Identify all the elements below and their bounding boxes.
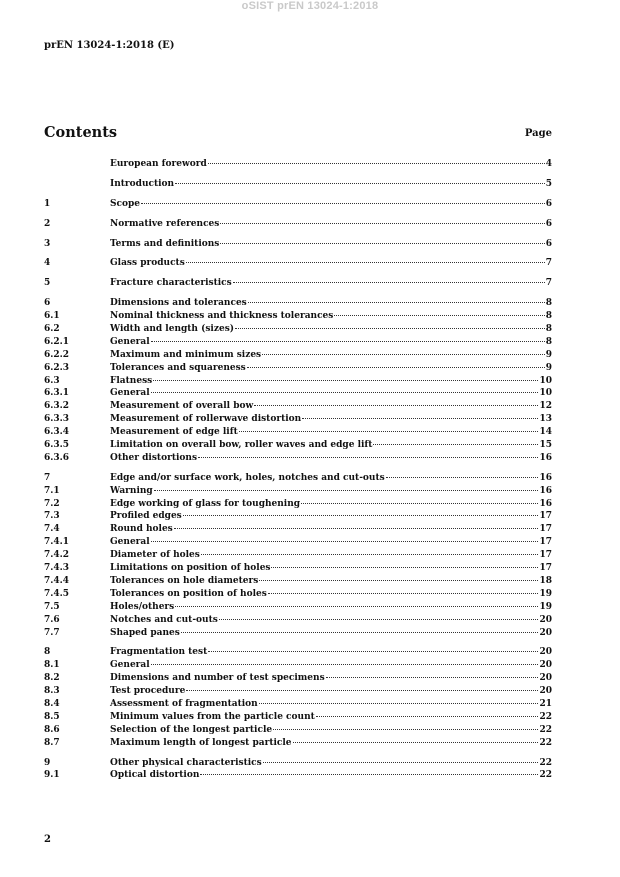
dot-leader — [373, 444, 538, 445]
toc-entry-number: 6.3.2 — [44, 401, 70, 412]
dot-leader — [293, 742, 539, 743]
toc-entry-page: 17 — [539, 511, 552, 522]
toc-entry-title: Tolerances and squareness — [110, 362, 246, 373]
toc-entry-number: 9 — [44, 757, 51, 768]
toc-entry-number: 2 — [44, 218, 51, 229]
toc-entry-title: Minimum values from the particle count — [110, 711, 315, 722]
toc-entry[interactable] — [44, 485, 552, 498]
toc-entry-page: 10 — [539, 388, 552, 399]
toc-entry-page: 4 — [545, 159, 552, 169]
toc-entry-page: 5 — [545, 178, 552, 189]
dot-leader — [301, 503, 538, 504]
toc-entry-page: 16 — [539, 452, 552, 463]
toc-entry-number: 6.3.5 — [44, 440, 70, 451]
toc-entry-page: 6 — [545, 238, 552, 249]
toc-entry-page: 20 — [539, 686, 552, 697]
toc-entry-page: 20 — [539, 614, 552, 625]
toc-entry-title: Warning — [110, 485, 153, 496]
toc-entry-title: Measurement of edge lift — [110, 427, 238, 438]
toc-entry-title: Tolerances on position of holes — [110, 588, 267, 599]
toc-entry[interactable] — [44, 646, 552, 659]
dot-leader — [208, 651, 538, 652]
toc-entry-page: 22 — [539, 711, 552, 722]
toc-entry-number: 7.5 — [44, 601, 60, 612]
toc-entry-number: 5 — [44, 278, 51, 289]
toc-entry[interactable] — [44, 472, 552, 485]
toc-entry-page: 21 — [539, 698, 552, 709]
toc-entry-title: European foreword — [110, 159, 207, 169]
toc-entry-title: General — [110, 660, 150, 671]
dot-leader — [263, 762, 539, 763]
dot-leader — [259, 580, 538, 581]
toc-entry[interactable] — [44, 724, 552, 737]
toc-entry-number: 4 — [44, 258, 51, 269]
toc-entry-title: Tolerances on hole diameters — [110, 575, 259, 586]
toc-entry[interactable] — [44, 238, 552, 251]
toc-entry[interactable] — [44, 310, 552, 323]
toc-entry[interactable] — [44, 549, 552, 562]
toc-entry-title: Maximum and minimum sizes — [110, 349, 262, 360]
toc-entry-number: 7.4.3 — [44, 563, 70, 574]
toc-entry-page: 12 — [539, 401, 552, 412]
dot-leader — [183, 515, 539, 516]
dot-leader — [141, 203, 545, 204]
dot-leader — [220, 243, 544, 244]
toc-entry-number: 7.4.2 — [44, 550, 70, 561]
toc-entry-number: 7.6 — [44, 614, 60, 625]
toc-entry-title: Maximum length of longest particle — [110, 737, 292, 748]
dot-leader — [233, 282, 545, 283]
toc-entry[interactable] — [44, 297, 552, 310]
toc-entry-title: Test procedure — [110, 686, 186, 697]
toc-entry-title: Diameter of holes — [110, 550, 200, 561]
toc-entry[interactable] — [44, 523, 552, 536]
toc-entry-page: 20 — [539, 647, 552, 658]
toc-entry[interactable] — [44, 685, 552, 698]
toc-entry-number: 6.2.2 — [44, 349, 70, 360]
toc-entry[interactable] — [44, 711, 552, 724]
toc-entry[interactable] — [44, 659, 552, 672]
toc-entry-page: 17 — [539, 524, 552, 535]
toc-entry[interactable] — [44, 178, 552, 191]
toc-entry-number: 8.2 — [44, 673, 60, 684]
toc-entry-number: 7.4 — [44, 524, 60, 535]
toc-entry-number: 6.2.1 — [44, 336, 70, 347]
toc-entry-page: 16 — [539, 485, 552, 496]
toc-entry-page: 8 — [545, 336, 552, 347]
toc-entry[interactable] — [44, 375, 552, 388]
toc-entry[interactable] — [44, 672, 552, 685]
toc-entry-title: Other physical characteristics — [110, 757, 262, 768]
table-of-contents — [44, 158, 552, 782]
toc-entry[interactable] — [44, 757, 552, 770]
toc-entry[interactable] — [44, 498, 552, 511]
toc-entry[interactable] — [44, 400, 552, 413]
toc-entry-page: 17 — [539, 550, 552, 561]
toc-entry[interactable] — [44, 362, 552, 375]
toc-entry-number: 7.1 — [44, 485, 60, 496]
toc-entry-page: 22 — [539, 757, 552, 768]
toc-entry-page: 17 — [539, 537, 552, 548]
toc-entry-number: 7.7 — [44, 627, 60, 638]
dot-leader — [201, 554, 539, 555]
toc-entry[interactable] — [44, 614, 552, 627]
toc-entry-number: 7 — [44, 472, 51, 483]
toc-entry-number: 8.4 — [44, 698, 60, 709]
toc-entry-number: 6.3.6 — [44, 452, 70, 463]
toc-entry-number: 8.7 — [44, 737, 60, 748]
toc-entry-number: 6.3.1 — [44, 388, 70, 399]
dot-leader — [200, 774, 538, 775]
toc-entry-title: Assessment of fragmentation — [110, 698, 258, 709]
dot-leader — [174, 528, 539, 529]
toc-entry[interactable] — [44, 536, 552, 549]
toc-entry-title: Selection of the longest particle — [110, 724, 273, 735]
toc-entry-number: 1 — [44, 198, 51, 209]
dot-leader — [334, 315, 544, 316]
toc-entry-number: 8.6 — [44, 724, 60, 735]
dot-leader — [386, 477, 539, 478]
toc-entry-number: 6.2 — [44, 324, 60, 335]
dot-leader — [316, 716, 539, 717]
toc-entry-title: Limitation on overall bow, roller waves and edge lift — [110, 440, 373, 451]
toc-entry[interactable] — [44, 452, 552, 465]
toc-entry[interactable] — [44, 426, 552, 439]
toc-entry-title: Measurement of overall bow — [110, 401, 254, 412]
toc-entry-page: 15 — [539, 440, 552, 451]
toc-entry[interactable] — [44, 336, 552, 349]
dot-leader — [151, 541, 539, 542]
toc-entry-title: Measurement of rollerwave distortion — [110, 414, 302, 425]
toc-entry-page: 8 — [545, 311, 552, 322]
toc-entry-number: 7.4.1 — [44, 537, 70, 548]
toc-entry-page: 14 — [539, 427, 552, 438]
dot-leader — [273, 729, 538, 730]
toc-entry[interactable] — [44, 323, 552, 336]
toc-entry-number: 7.4.4 — [44, 575, 70, 586]
dot-leader — [208, 163, 545, 164]
toc-entry-title: Shaped panes — [110, 627, 180, 638]
toc-entry-title: Dimensions and tolerances — [110, 298, 247, 309]
toc-entry-number: 6.3 — [44, 375, 60, 386]
toc-entry-title: General — [110, 336, 150, 347]
toc-entry[interactable] — [44, 588, 552, 601]
toc-entry-title: Edge working of glass for toughening — [110, 498, 301, 509]
toc-entry[interactable] — [44, 575, 552, 588]
toc-entry-title: Dimensions and number of test specimens — [110, 673, 325, 684]
dot-leader — [175, 183, 545, 184]
toc-entry-page: 22 — [539, 724, 552, 735]
toc-entry-number: 3 — [44, 238, 51, 249]
toc-entry[interactable] — [44, 601, 552, 614]
toc-entry-page: 19 — [539, 601, 552, 612]
dot-leader — [151, 392, 539, 393]
toc-entry-page: 8 — [545, 298, 552, 309]
toc-entry-title: Other distortions — [110, 452, 198, 463]
toc-entry-page: 6 — [545, 198, 552, 209]
dot-leader — [271, 567, 538, 568]
toc-entry-number: 6.2.3 — [44, 362, 70, 373]
dot-leader — [326, 677, 539, 678]
toc-entry-title: Round holes — [110, 524, 173, 535]
toc-entry[interactable] — [44, 627, 552, 640]
dot-leader — [198, 457, 538, 458]
dot-leader — [151, 664, 539, 665]
toc-entry-title: Terms and definitions — [110, 238, 220, 249]
dot-leader — [248, 302, 545, 303]
toc-entry-number: 6.3.4 — [44, 427, 70, 438]
toc-entry-title: General — [110, 537, 150, 548]
toc-entry-page: 16 — [539, 472, 552, 483]
toc-entry-number: 7.4.5 — [44, 588, 70, 599]
toc-entry-page: 7 — [545, 278, 552, 289]
dot-leader — [262, 354, 545, 355]
document-reference: prEN 13024-1:2018 (E) — [44, 40, 175, 51]
toc-entry-page: 20 — [539, 673, 552, 684]
toc-entry-title: Scope — [110, 198, 141, 209]
dot-leader — [219, 619, 539, 620]
dot-leader — [175, 606, 538, 607]
toc-entry-page: 8 — [545, 324, 552, 335]
toc-entry-title: Fragmentation test — [110, 647, 208, 658]
toc-entry-number: 6 — [44, 298, 51, 309]
toc-entry-title: Width and length (sizes) — [110, 324, 235, 335]
dot-leader — [186, 690, 538, 691]
toc-entry[interactable] — [44, 349, 552, 362]
toc-entry-page: 10 — [539, 375, 552, 386]
toc-entry-number: 7.3 — [44, 511, 60, 522]
toc-entry-title: Flatness — [110, 375, 153, 386]
dot-leader — [220, 223, 544, 224]
page-column-heading: Page — [524, 128, 552, 139]
dot-leader — [302, 418, 538, 419]
toc-entry-title: Fracture characteristics — [110, 278, 232, 289]
toc-entry[interactable] — [44, 439, 552, 452]
dot-leader — [259, 703, 539, 704]
dot-leader — [239, 431, 539, 432]
toc-entry[interactable] — [44, 277, 552, 290]
dot-leader — [268, 593, 539, 594]
toc-entry[interactable] — [44, 737, 552, 750]
toc-entry[interactable] — [44, 698, 552, 711]
toc-entry-title: Glass products — [110, 258, 185, 269]
toc-entry-title: Normative references — [110, 218, 220, 229]
toc-entry[interactable] — [44, 562, 552, 575]
contents-heading: Contents — [44, 124, 118, 141]
toc-entry-title: Edge and/or surface work, holes, notches and cut-outs — [110, 472, 385, 483]
toc-entry-page: 9 — [545, 349, 552, 360]
toc-entry[interactable] — [44, 769, 552, 782]
toc-entry-page: 17 — [539, 563, 552, 574]
toc-entry-title: Holes/others — [110, 601, 175, 612]
toc-entry[interactable] — [44, 158, 552, 171]
toc-entry[interactable] — [44, 257, 552, 270]
toc-entry-page: 22 — [539, 737, 552, 748]
toc-entry-title: Optical distortion — [110, 770, 200, 781]
dot-leader — [181, 632, 539, 633]
toc-entry-number: 8.3 — [44, 686, 60, 697]
toc-entry-page: 16 — [539, 498, 552, 509]
toc-entry-title: Nominal thickness and thickness tolerances — [110, 311, 334, 322]
toc-entry-page: 6 — [545, 218, 552, 229]
watermark: oSIST prEN 13024-1:2018 — [241, 0, 379, 12]
page-number: 2 — [44, 834, 51, 845]
toc-entry-number: 6.1 — [44, 311, 60, 322]
toc-entry[interactable] — [44, 510, 552, 523]
toc-entry-number: 7.2 — [44, 498, 60, 509]
toc-entry-title: Limitations on position of holes — [110, 563, 271, 574]
toc-entry-number: 8 — [44, 647, 51, 658]
toc-entry-number: 6.3.3 — [44, 414, 70, 425]
toc-entry-number: 8.1 — [44, 660, 60, 671]
toc-entry[interactable] — [44, 198, 552, 211]
toc-entry-title: General — [110, 388, 150, 399]
dot-leader — [154, 490, 539, 491]
toc-entry-title: Introduction — [110, 178, 175, 189]
toc-entry-page: 9 — [545, 362, 552, 373]
toc-entry[interactable] — [44, 413, 552, 426]
dot-leader — [235, 328, 545, 329]
toc-entry-page: 22 — [539, 770, 552, 781]
toc-entry-number: 9.1 — [44, 770, 60, 781]
toc-entry-title: Profiled edges — [110, 511, 182, 522]
dot-leader — [153, 380, 538, 381]
toc-entry-page: 7 — [545, 258, 552, 269]
toc-entry-page: 19 — [539, 588, 552, 599]
dot-leader — [186, 262, 545, 263]
toc-entry-page: 20 — [539, 660, 552, 671]
toc-entry[interactable] — [44, 387, 552, 400]
toc-entry-page: 13 — [539, 414, 552, 425]
dot-leader — [247, 367, 545, 368]
toc-entry-number: 8.5 — [44, 711, 60, 722]
toc-entry-page: 20 — [539, 627, 552, 638]
toc-entry[interactable] — [44, 218, 552, 231]
toc-entry-title: Notches and cut-outs — [110, 614, 218, 625]
toc-entry-page: 18 — [539, 575, 552, 586]
dot-leader — [151, 341, 545, 342]
dot-leader — [254, 405, 538, 406]
